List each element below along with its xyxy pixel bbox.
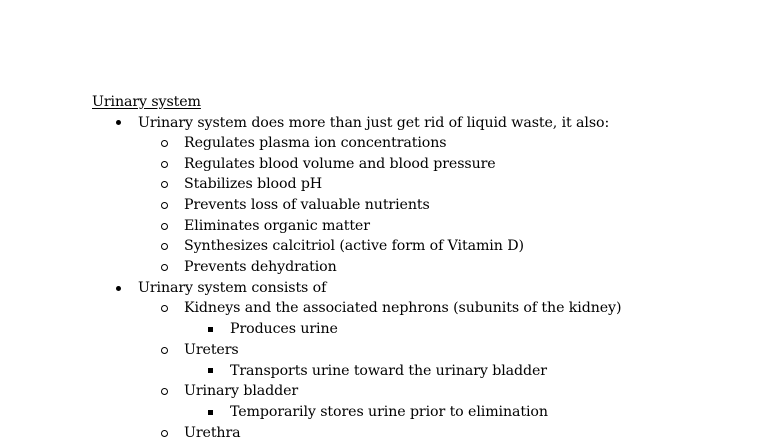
bullet-square-icon <box>208 327 213 332</box>
bullet-circle-icon <box>161 388 168 395</box>
bullet-disc-icon <box>116 286 121 291</box>
list-item-level2: Stabilizes blood pH <box>184 176 323 192</box>
bullet-circle-icon <box>161 202 168 209</box>
bullet-square-icon <box>208 410 213 415</box>
bullet-circle-icon <box>161 140 168 147</box>
bullet-circle-icon <box>161 264 168 271</box>
list-item-level2: Kidneys and the associated nephrons (subunits of the kidney) <box>184 300 622 316</box>
list-item-level3: Transports urine toward the urinary bladder <box>230 363 547 379</box>
list-item-level2: Eliminates organic matter <box>184 218 370 234</box>
list-item-level2: Prevents loss of valuable nutrients <box>184 197 430 213</box>
section-heading: Urinary system <box>92 94 201 110</box>
bullet-square-icon <box>208 368 213 373</box>
list-item-level3: Temporarily stores urine prior to elimination <box>230 404 548 420</box>
bullet-circle-icon <box>161 243 168 250</box>
list-item-level1: Urinary system does more than just get rid of liquid waste, it also: <box>138 115 610 131</box>
list-item-level2: Ureters <box>184 342 239 358</box>
list-item-level1: Urinary system consists of <box>138 280 327 296</box>
bullet-circle-icon <box>161 305 168 312</box>
list-item-level2: Urethra <box>184 425 241 441</box>
bullet-disc-icon <box>116 120 121 125</box>
list-item-level2: Regulates blood volume and blood pressure <box>184 156 496 172</box>
bullet-circle-icon <box>161 347 168 354</box>
bullet-circle-icon <box>161 181 168 188</box>
list-item-level2: Synthesizes calcitriol (active form of Vitamin D) <box>184 238 524 254</box>
bullet-circle-icon <box>161 161 168 168</box>
list-item-level2: Urinary bladder <box>184 383 299 399</box>
bullet-circle-icon <box>161 223 168 230</box>
list-item-level2: Regulates plasma ion concentrations <box>184 135 447 151</box>
list-item-level2: Prevents dehydration <box>184 259 337 275</box>
bullet-circle-icon <box>161 430 168 437</box>
list-item-level3: Produces urine <box>230 321 338 337</box>
